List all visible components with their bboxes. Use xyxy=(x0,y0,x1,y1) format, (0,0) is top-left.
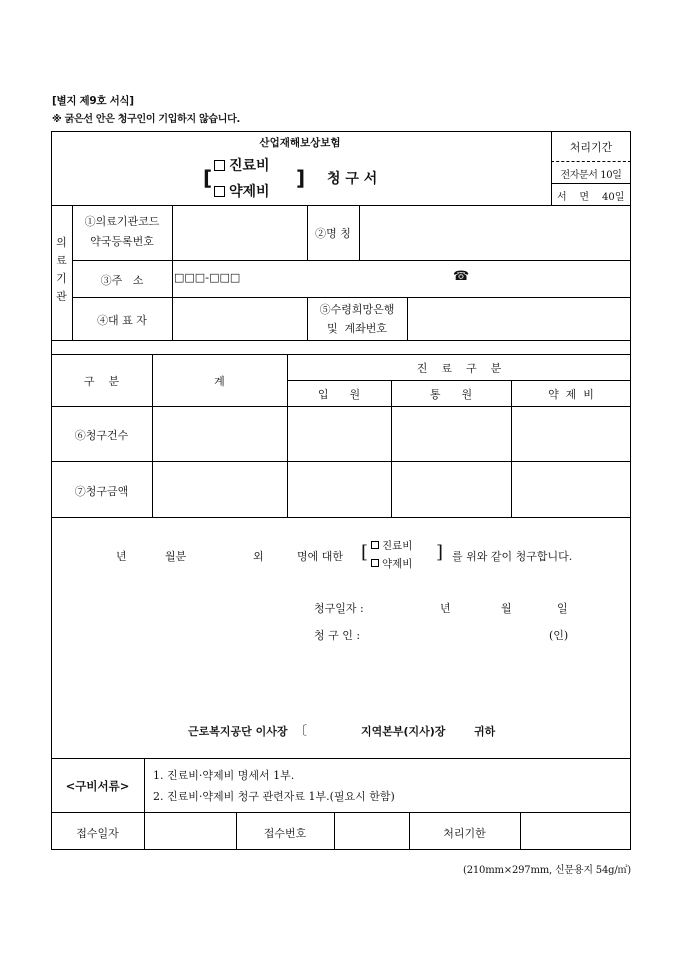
code-label-1: ①의료기관코드 xyxy=(84,215,160,228)
addressee-chairman: 근로복지공단 이사장 xyxy=(188,725,288,738)
stmt-care-checkbox[interactable] xyxy=(371,541,379,549)
doc-title: 청 구 서 xyxy=(327,171,378,187)
form-id: [별지 제9호 서식] xyxy=(52,95,134,107)
bank-label-2: 및 계좌번호 xyxy=(326,322,388,335)
address-postcode[interactable]: □□□-□□□ xyxy=(174,271,241,284)
bank-label-1: ⑤수령희망은행 xyxy=(319,303,395,316)
receipt-no-label: 접수번호 xyxy=(263,827,307,840)
amount-total-field[interactable] xyxy=(153,462,286,516)
claim-date-day: 일 xyxy=(557,602,568,615)
care-checkbox[interactable] xyxy=(214,160,225,171)
addressee-branch: 지역본부(지사)장 xyxy=(361,725,446,738)
deadline-label: 처리기한 xyxy=(443,827,486,840)
address-label: ③주 소 xyxy=(100,274,144,287)
side-label-3: 기 xyxy=(56,272,67,285)
stmt-opt-drug[interactable]: 약제비 xyxy=(371,556,412,571)
check-drug[interactable]: 약제비 xyxy=(214,181,270,201)
addressee-bracket: 〔 xyxy=(294,724,308,739)
side-label-2: 료 xyxy=(56,254,67,267)
stmt-bracket-right: ] xyxy=(436,542,444,563)
bracket-left: [ xyxy=(203,166,213,190)
name-field[interactable] xyxy=(360,206,630,259)
paper-spec: (210mm×297mm, 신문용지 54g/㎡) xyxy=(463,865,631,876)
amount-inpatient-field[interactable] xyxy=(288,462,390,516)
stmt-month-part: 월분 xyxy=(165,550,187,563)
stmt-other: 외 xyxy=(253,550,264,563)
seal-mark: (인) xyxy=(549,629,569,642)
proc-electronic: 전자문서 10일 xyxy=(560,170,622,181)
stmt-tail: 를 위와 같이 청구합니다. xyxy=(452,550,573,563)
rep-field[interactable] xyxy=(173,298,306,339)
side-label-4: 관 xyxy=(56,290,67,303)
side-label-1: 의 xyxy=(56,236,67,249)
count-inpatient-field[interactable] xyxy=(288,407,390,460)
stmt-bracket-left: [ xyxy=(361,542,369,563)
claim-date-month: 월 xyxy=(501,602,512,615)
phone-icon: ☎ xyxy=(453,269,470,284)
proc-paper-label: 서 면 xyxy=(557,192,590,203)
row-count-label: ⑥청구건수 xyxy=(74,429,129,442)
check-care[interactable]: 진료비 xyxy=(214,155,270,175)
claim-date-label: 청구일자 : xyxy=(314,602,364,615)
attachment-item-2: 2. 진료비·약제비 청구 관련자료 1부.(필요시 한함) xyxy=(153,790,395,803)
claimant-label: 청 구 인 : xyxy=(314,629,361,642)
code-field[interactable] xyxy=(173,206,306,259)
amount-outpatient-field[interactable] xyxy=(392,462,510,516)
rep-label: ④대 표 자 xyxy=(97,314,147,327)
col-category: 구 분 xyxy=(83,375,120,388)
attachments-label: <구비서류> xyxy=(65,779,130,793)
bracket-right: ] xyxy=(296,166,306,190)
proc-paper-days: 40일 xyxy=(602,192,625,203)
receipt-date-label: 접수일자 xyxy=(76,827,119,840)
col-drug: 약 제 비 xyxy=(548,388,594,401)
code-label-2: 약국등록번호 xyxy=(90,235,154,248)
attachment-item-1: 1. 진료비·약제비 명세서 1부. xyxy=(153,769,295,782)
col-total: 계 xyxy=(214,375,225,388)
receipt-date-field[interactable] xyxy=(145,813,235,849)
claim-date-year: 년 xyxy=(440,602,451,615)
stmt-drug-checkbox[interactable] xyxy=(371,559,379,567)
count-outpatient-field[interactable] xyxy=(392,407,510,460)
col-outpatient: 통 원 xyxy=(429,388,473,401)
bank-field[interactable] xyxy=(408,298,630,339)
count-drug-field[interactable] xyxy=(512,407,630,460)
col-group: 진 료 구 분 xyxy=(416,362,502,375)
row-amount-label: ⑦청구금액 xyxy=(74,485,129,498)
insurance-title: 산업재해보상보험 xyxy=(259,137,341,149)
receipt-no-field[interactable] xyxy=(335,813,408,849)
col-inpatient: 입 원 xyxy=(317,388,361,401)
claimant-field[interactable] xyxy=(380,622,540,640)
deadline-field[interactable] xyxy=(521,813,630,849)
stmt-people: 명에 대한 xyxy=(297,550,344,563)
drug-checkbox[interactable] xyxy=(214,186,225,197)
count-total-field[interactable] xyxy=(153,407,286,460)
proc-title: 처리기간 xyxy=(569,141,613,154)
stmt-opt-care[interactable]: 진료비 xyxy=(371,538,412,553)
stmt-year: 년 xyxy=(116,550,127,563)
notice: ※ 굵은선 안은 청구인이 기입하지 않습니다. xyxy=(52,114,240,125)
addressee-tail: 귀하 xyxy=(474,725,496,738)
name-label: ②명 칭 xyxy=(315,227,351,240)
amount-drug-field[interactable] xyxy=(512,462,630,516)
